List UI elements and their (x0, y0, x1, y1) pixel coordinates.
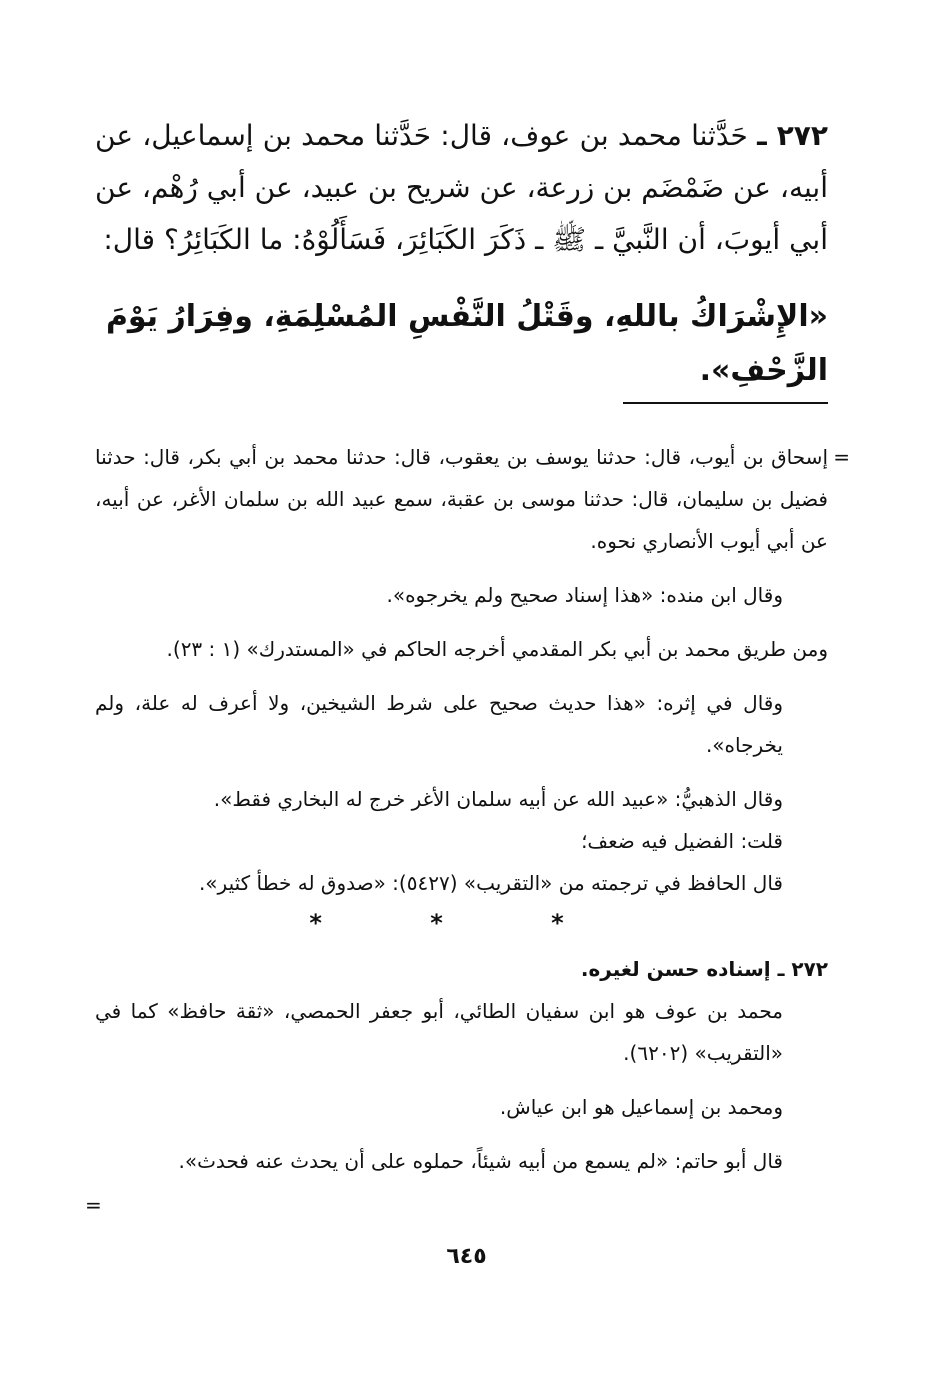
hadith-matn: «الإِشْرَاكُ باللهِ، وقَتْلُ النَّفْسِ المُسْلِمَةِ، وفِرَارُ يَوْمَ الزَّحْفِ». (105, 299, 828, 388)
page (85, 110, 850, 1394)
note-paragraph-2: وقال ابن منده: «هذا إسناد صحيح ولم يخرجوه». (386, 583, 783, 607)
note2-paragraph-1: محمد بن عوف هو ابن سفيان الطائي، أبو جعفر الحمصي، «ثقة حافظ» كما في «التقريب» (٦٢٠٢). (95, 999, 783, 1065)
hadith-number: ٢٧٢ ـ (757, 119, 828, 152)
section-separator-stars: * * * (309, 909, 614, 937)
note-heading: ٢٧٢ ـ إسناده حسن لغيره. (580, 957, 828, 981)
note-paragraph-5: وقال الذهبيُّ: «عبيد الله عن أبيه سلمان الأغر خرج له البخاري فقط». (213, 787, 783, 811)
note2-paragraph-2: ومحمد بن إسماعيل هو ابن عياش. (499, 1095, 783, 1119)
hadith-isnad: حَدَّثنا محمد بن عوف، قال: حَدَّثنا محمد بن إسماعيل، عن أبيه، عن ضَمْضَم بن زرعة، عن شريح بن عبيد، عن أبي رُهْم، عن أبي أيوبَ، أن النَّبيَّ ـ ﷺ ـ ذَكَرَ الكَبَائِرَ، فَسَأَلُوْهُ: ما الكَبَائِرُ؟ قال: (95, 119, 828, 256)
note-paragraph-4: وقال في إثره: «هذا حديث صحيح على شرط الشيخين، ولا أعرف له علة، ولم يخرجاه». (95, 691, 783, 757)
footnote-divider (623, 402, 828, 404)
note-paragraph-1: إسحاق بن أيوب، قال: حدثنا يوسف بن يعقوب، قال: حدثنا محمد بن أبي بكر، قال: حدثنا فضيل بن سليمان، قال: حدثنا موسى بن عقبة، سمع عبيد الله بن سلمان الأغر، عن أبيه، عن أبي أيوب الأنصاري نحوه. (95, 445, 828, 553)
hadith-text (95, 110, 828, 266)
note-paragraph-6: قلت: الفضيل فيه ضعف؛ (581, 829, 783, 853)
note-paragraph-7: قال الحافظ في ترجمته من «التقريب» (٥٤٢٧): «صدوق له خطأ كثير». (198, 871, 783, 895)
note2-paragraph-3: قال أبو حاتم: «لم يسمع من أبيه شيئاً، حملوه على أن يحدث عنه فحدث». (178, 1149, 783, 1173)
page-number: ٦٤٥ (446, 1244, 487, 1269)
end-continuation-mark: = (85, 1193, 102, 1217)
continuation-mark: = (833, 445, 850, 469)
footnotes (85, 436, 850, 1217)
note-paragraph-3: ومن طريق محمد بن أبي بكر المقدمي أخرجه الحاكم في «المستدرك» (١ : ٢٣). (166, 637, 828, 661)
